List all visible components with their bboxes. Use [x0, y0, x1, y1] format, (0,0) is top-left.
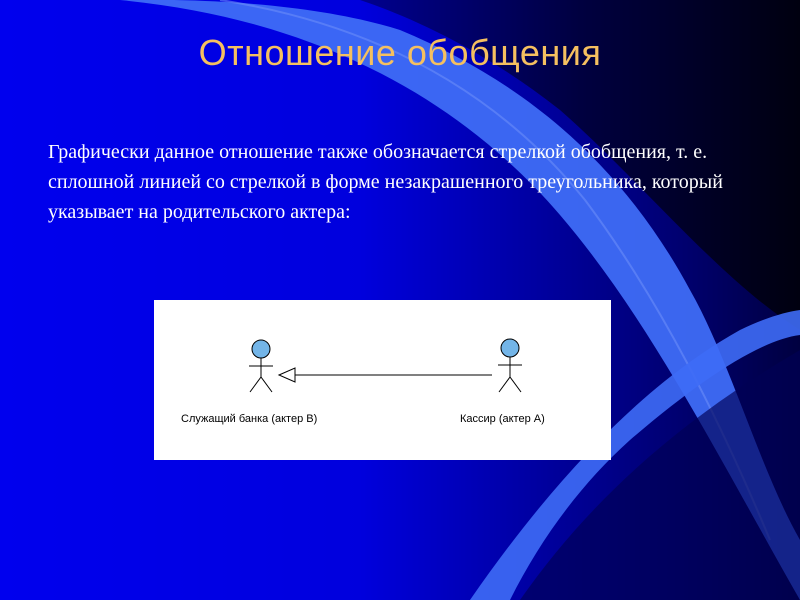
generalization-arrow: [279, 368, 492, 382]
uml-diagram: [154, 300, 611, 460]
parent-actor-figure: [249, 340, 273, 392]
slide-body-text: Графически данное отношение также обозначается стрелкой обобщения, т. е. сплошной линией со стрелкой в форме незакрашенного треугольника, который указывает на родительского актера:: [48, 141, 723, 223]
parent-actor-label: Служащий банка (актер B): [181, 413, 318, 425]
slide-title: Отношение обобщения: [198, 32, 602, 73]
child-actor-figure: [498, 339, 522, 392]
child-actor-label: Кассир (актер A): [460, 413, 545, 425]
uml-diagram-canvas: [154, 300, 611, 460]
